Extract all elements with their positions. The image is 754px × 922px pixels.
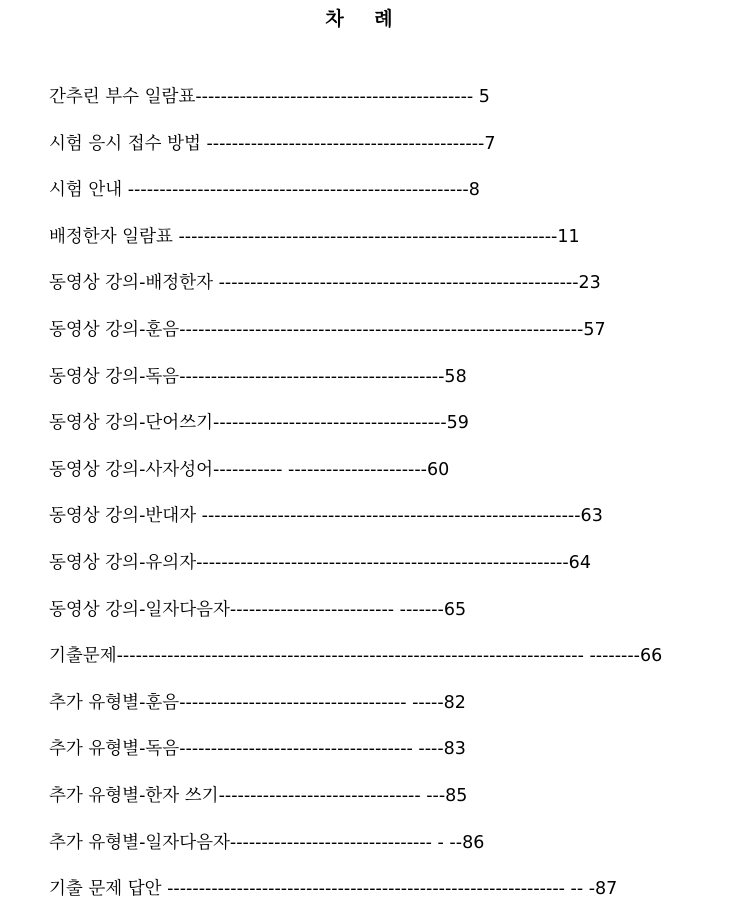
toc-entry [49,689,589,736]
toc-entry [49,316,606,363]
toc-entry-text: 배정한자 일람표 ------------------------------------------------------------11 [49,226,580,247]
toc-entry-text: 동영상 강의-독음------------------------------------------58 [49,366,467,387]
toc-entry-text: 동영상 강의-반대자 ------------------------------------------------------------63 [49,506,603,527]
toc-entry [49,83,589,130]
toc-entry [49,829,589,876]
toc-entry [49,176,589,223]
toc-entry-text: 동영상 강의-유의자-----------------------------------------------------------64 [49,552,591,573]
toc-entry [49,735,589,782]
toc-entry-text: 동영상 강의-사자성어----------- ----------------------60 [49,459,450,480]
toc-entry-text: 시험 안내 ------------------------------------------------------8 [49,180,480,201]
toc-entry-text: 동영상 강의-일자다음자-------------------------- -------65 [49,599,467,620]
toc-entry-text: 추가 유형별-독음------------------------------------- ----83 [49,739,466,760]
toc-entry [49,409,589,456]
toc-entry-text: 추가 유형별-일자다음자-------------------------------- - --86 [49,832,485,853]
toc-entry [49,782,589,829]
toc-entry [49,502,603,549]
toc-entry [49,875,618,922]
toc-entry [49,642,663,689]
page-title: 차 례 [325,8,405,30]
toc-entry-text: 기출문제-------------------------------------------------------------------------- --------66 [49,646,663,667]
toc-entry [49,363,589,410]
toc-entry-text: 동영상 강의-훈음----------------------------------------------------------------57 [49,319,606,340]
toc-entry-text: 간추린 부수 일람표-------------------------------------------- 5 [49,87,490,107]
toc-entry-text: 기출 문제 답안 --------------------------------------------------------------- -- -87 [49,879,618,900]
toc-entry [49,130,589,177]
toc-entry [49,269,601,316]
toc-entry-text: 추가 유형별-훈음------------------------------------ -----82 [49,692,466,713]
toc-entry-text: 시험 응시 접수 방법 --------------------------------------------7 [49,133,496,154]
toc-entry-text: 추가 유형별-한자 쓰기-------------------------------- ---85 [49,785,468,806]
table-of-contents [49,83,663,922]
toc-entry [49,549,589,596]
toc-entry [49,223,589,270]
toc-entry-text: 동영상 강의-단어쓰기-------------------------------------59 [49,413,469,434]
toc-entry-text: 동영상 강의-배정한자 ---------------------------------------------------------23 [49,273,601,294]
toc-entry [49,596,589,643]
toc-entry [49,456,589,503]
